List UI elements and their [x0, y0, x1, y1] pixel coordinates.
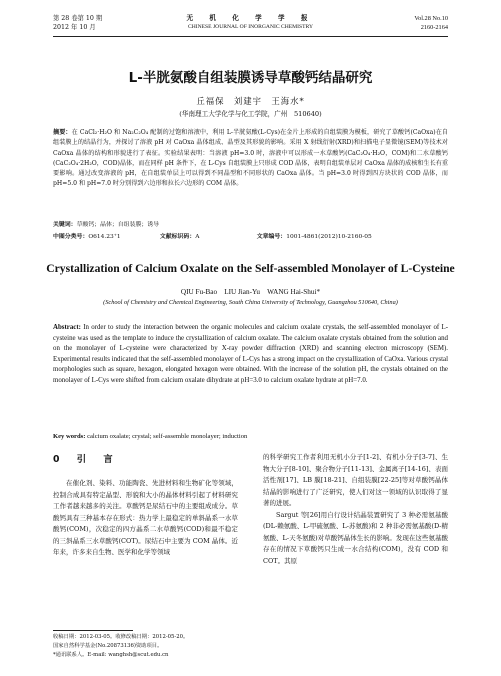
intro-paragraph-1: 在催化剂、染料、功能陶瓷、先进材料和生物矿化等领域，控制合成具有特定晶型、形貌和大小的晶体材料引起了材料研究工作者越来越多的关注。草酸钙是尿结石中的主要组成成分。草酸钙具有三种基本存在形式：热力学上最稳定的单斜晶系一水草酸钙(COM)，次稳定的四方晶系二水草酸钙(COD)和最不稳定的三斜晶系三水草酸钙(COT)。尿结石中主要为 COM 晶体。近年来，许多来自生物、医学和化学等领域 — [53, 479, 238, 556]
doc-code-label: 文献标识码： — [159, 234, 196, 240]
journal-name-en: CHINESE JOURNAL OF INORGANIC CHEMISTRY — [187, 24, 314, 30]
body-column-right — [263, 452, 448, 567]
keywords-cn — [53, 221, 448, 230]
affiliation-en: (School of Chemistry and Chemical Engineering, South China University of Technology, Guangzhou 510640, China) — [103, 299, 398, 306]
footnote-rule — [53, 630, 133, 631]
footnotes — [53, 633, 243, 660]
header-rule — [53, 36, 448, 37]
keywords-cn-label: 关键词： — [53, 222, 77, 228]
date-cn: 2012 年 10 月 — [53, 24, 96, 31]
article-id-value: 1001-4861(2012)10-2160-05 — [286, 234, 372, 240]
body-column-left — [53, 452, 238, 559]
abstract-en-label: Abstract: — [53, 324, 84, 331]
clc-label: 中图分类号： — [53, 234, 89, 240]
abstract-cn — [53, 128, 448, 190]
title-cn: L-半胱氨酸自组装膜诱导草酸钙结晶研究 — [128, 70, 373, 86]
keywords-en — [53, 432, 448, 441]
keywords-cn-text: 草酸钙；晶体；自组装膜；诱导 — [76, 222, 160, 228]
abstract-en — [53, 323, 448, 386]
intro-paragraph-1-cont: 的科学研究工作者利用无机小分子[1-2]、有机小分子[3-7]、生物大分子[8-10]、聚合物分子[11-13]、金属离子[14-16]、表面活性剂[17]、LB 膜[18-21]、自组装膜[22-25]等对草酸钙晶体结晶的影响进行了广泛研究，使人们对这一领域的认识取得了显著的进展。 — [263, 453, 448, 507]
section-heading: 0 引 言 — [53, 454, 117, 465]
footnote-funding: 国家自然科学基金(No.20873136)资助项目。 — [53, 643, 163, 649]
authors-cn: 丘福保 刘建宇 王海水* — [196, 96, 305, 106]
abstract-cn-text: 在 CaCl₂·H₂O 和 Na₂C₂O₄ 配制的过饱和溶液中，利用 L-半胱氨酸(L-Cys)在金片上形成的自组装膜为模板，研究了草酸钙(CaOxa)在自组装膜上的结晶行为，并探讨了溶液 pH 对 CaOxa 晶体组成、晶型及其形貌的影响。采用 X 射线衍射(XRD)和扫描电子显微镜(SEM)等技术对 CaOxa 晶体的结构和形貌进行了表征。实验结果表明：当溶液 pH=3.0 时，溶液中可以形成一水草酸钙(CaC₂O₄·H₂O，COM)和二水草酸钙(CaC₂O₄·2H₂O，COD)晶体，而在同样 pH 条件下，在 L-Cys 自组装膜上只形成 COD 晶体，表明自组装单层对 CaOxa 晶体的成核和生长有重要影响。通过改变溶液的 pH，在自组装单层上可以得到不同晶型和不同形状的 CaOxa 晶体。当 pH=3.0 时得到四方块状的 COD 晶体，而 pH=5.0 和 pH=7.0 时分别得到六边形和拉长六边形的 COM 晶体。 — [53, 129, 449, 188]
intro-paragraph-2: Sargut 等[26]用自行设计结晶装置研究了 3 种必需氨基酸(DL-赖氨酸、L-甲硫氨酸、L-苏氨酸)和 2 种非必需氨基酸(D-精氨酸、L-天冬氨酸)对草酸钙晶体生长的影响。发现在这些氨基酸存在的情况下草酸钙只生成一水合结构(COM)，没有 COD 和 COT。其原 — [263, 510, 448, 565]
abstract-en-text: In order to study the interaction between the organic molecules and calcium oxalate crystals, the self-assembled monolayer of L-cysteine was used as the template to induce the crystallization of calcium oxalate. The calcium oxalate crystals obtained from the solution and on the monolayer of L-cysteine were characterized by X-ray powder diffraction (XRD) and scanning electron microscopy (SEM). Experimental results indicated that the self-assembled monolayer of L-Cys has a strong impact on the crystallization of CaOxa. Various crystal morphologies such as square, hexagon, elongated hexagon were obtained. With the increase of the solution pH, the crystals obtained on the monolayer of L-Cys were shifted from calcium oxalate dihydrate at pH=3.0 to calcium oxalate hydrate at pH=7.0. — [53, 324, 448, 384]
affiliation-cn: (华南理工大学化学与化工学院，广州 510640) — [179, 110, 322, 118]
doc-code-value: A — [195, 234, 200, 240]
footnote-dates: 收稿日期：2012-03-05。收修改稿日期：2012-05-20。 — [53, 634, 189, 640]
classification-row — [53, 233, 448, 242]
page-range: 2160-2164 — [420, 24, 448, 31]
journal-name-cn: 无 机 化 学 学 报 — [186, 14, 315, 22]
keywords-en-label: Key words: — [53, 433, 88, 440]
pagination-info — [414, 14, 448, 32]
keywords-en-text: calcium oxalate; crystal; self-assemble monolayer; induction — [87, 433, 248, 440]
volume-issue-cn: 第 28 卷第 10 期 — [53, 15, 103, 22]
abstract-cn-label: 摘要： — [53, 129, 72, 136]
title-en: Crystallization of Calcium Oxalate on the Self-assembled Monolayer of L-Cysteine — [46, 262, 455, 275]
footnote-contact: *通讯联系人。E-mail: wanghsh@scut.edu.cn — [53, 652, 169, 658]
article-id-label: 文章编号： — [256, 234, 287, 240]
clc-value: O614.23⁺1 — [88, 234, 121, 240]
authors-en: QIU Fu-Bao LIU Jian-Yu WANG Hai-Shui* — [180, 288, 321, 296]
volume-no-en: Vol.28 No.10 — [414, 15, 448, 22]
